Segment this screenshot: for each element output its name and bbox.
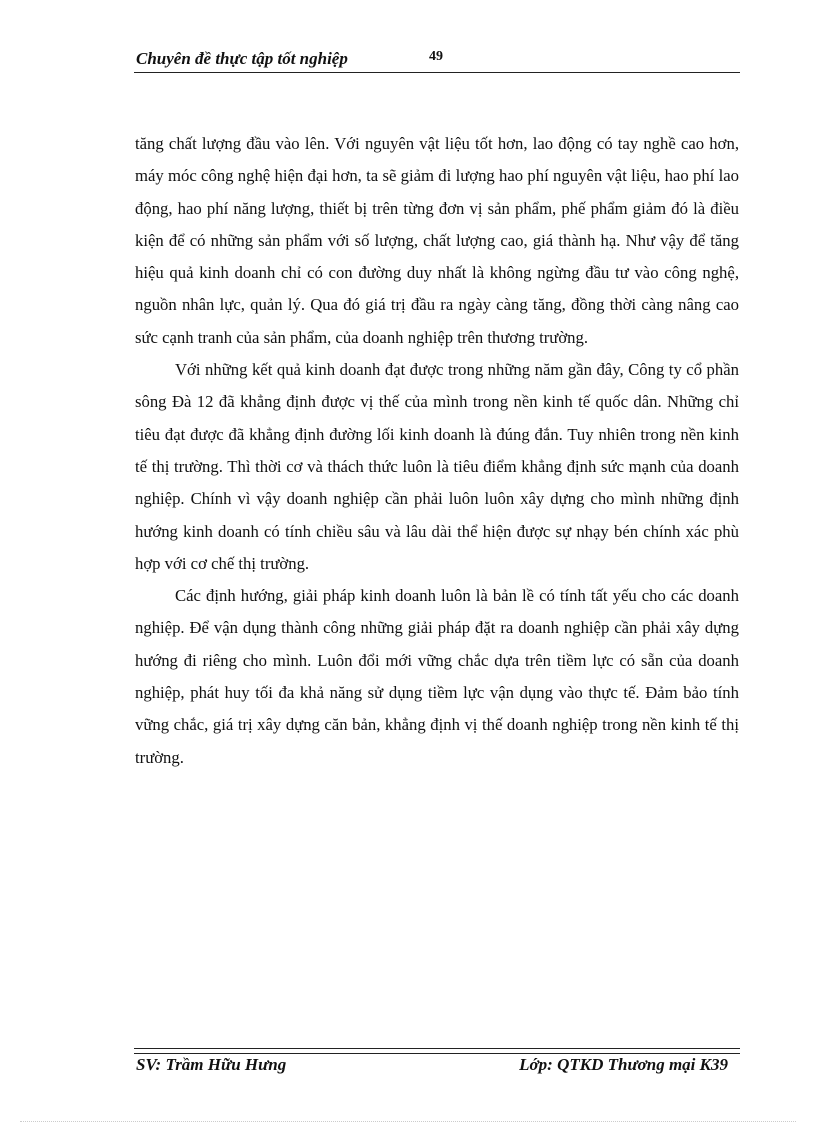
page-header <box>134 48 740 73</box>
paragraph-2: Với những kết quả kinh doanh đạt được trong những năm gần đây, Công ty cổ phần sông Đà 12 đã khẳng định được vị thế của mình trong nền kinh tế quốc dân. Những chỉ tiêu đạt được đã khẳng định đường lối kinh doanh là đúng đắn. Tuy nhiên trong nền kinh tế thị trường. Thì thời cơ và thách thức luôn là tiêu điểm khẳng định sức mạnh của doanh nghiệp. Chính vì vậy doanh nghiệp cần phải luôn luôn xây dựng cho mình những định hướng kinh doanh có tính chiều sâu và lâu dài thể hiện được sự nhạy bén chính xác phù hợp với cơ chế thị trường. <box>135 360 739 573</box>
body-text <box>135 128 739 774</box>
footer-class: Lớp: QTKD Thương mại K39 <box>519 1055 728 1074</box>
footer-student: SV: Trầm Hữu Hưng <box>136 1055 287 1074</box>
paragraph-3: Các định hướng, giải pháp kinh doanh luôn là bản lề có tính tất yếu cho các doanh nghiệp. Để vận dụng thành công những giải pháp đặt ra doanh nghiệp cần phải xây dựng hướng đi riêng cho mình. Luôn đổi mới vững chắc dựa trên tiềm lực có sẵn của doanh nghiệp, phát huy tối đa khả năng sử dụng tiềm lực vận dụng vào thực tế. Đảm bảo tính vững chắc, giá trị xây dựng căn bản, khẳng định vị thế doanh nghiệp trong nền kinh tế thị trường. <box>135 586 739 767</box>
page-number: 49 <box>429 49 443 64</box>
paragraph-1: tăng chất lượng đầu vào lên. Với nguyên vật liệu tốt hơn, lao động có tay nghề cao hơn, máy móc công nghệ hiện đại hơn, ta sẽ giảm đi lượng hao phí nguyên vật liệu, hao phí lao động, hao phí năng lượng, thiết bị trên từng đơn vị sản phẩm, phế phẩm giảm đó là điều kiện để có những sản phẩm với số lượng, chất lượng cao, giá thành hạ. Như vậy để tăng hiệu quả kinh doanh chỉ có con đường duy nhất là không ngừng đầu tư vào công nghệ, nguồn nhân lực, quản lý. Qua đó giá trị đầu ra ngày càng tăng, đồng thời càng nâng cao sức cạnh tranh của sản phẩm, của doanh nghiệp trên thương trường. <box>135 134 739 347</box>
header-title: Chuyên đề thực tập tốt nghiệp <box>136 49 348 68</box>
page-bottom-edge <box>20 1121 796 1122</box>
page-footer <box>134 1055 740 1077</box>
footer-divider <box>134 1048 740 1054</box>
